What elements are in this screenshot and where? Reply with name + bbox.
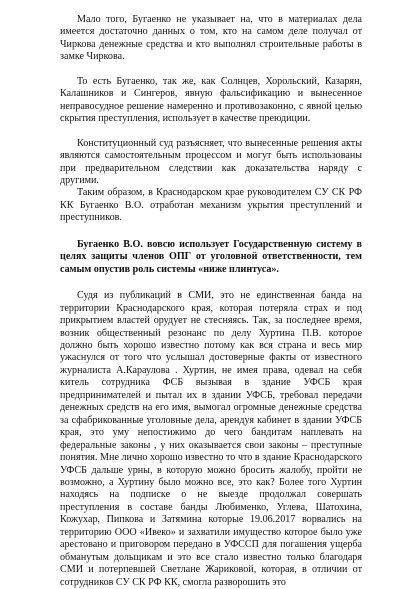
paragraph-constitutional-court: Конституционный суд разъясняет, что вынесенные решения акты являются самостоятельным процессом и могут быть использованы при предварительном следствии как доказательства наряду с другими. [60, 137, 362, 186]
paragraph-mikhail-evidence: Мало того, Бугаенко не указывает на, что в материалах дела имеется достаточно данных о том, кто на самом деле получал от Чиркова денежные средства и кто выполнял строительные работы в замке Чиркова. [60, 14, 362, 63]
paragraph-bold-statement: Бугаенко В.О. вовсю использует Государственную систему в целях защиты членов ОПГ от уголовной ответственности, тем самым опустив роль системы «ниже плинтуса». [60, 238, 362, 275]
paragraph-khurtin-case: Судя из публикаций в СМИ, это не единственная банда на территории Краснодарского края, которая потеряла страх и под прикрытием властей орудует не стесняясь. Так, за последнее время, возник общественный резонанс по делу Хуртина П.В. которое должно быть хорошо известно потому как вся страна и весь мир ужаснулся от того что услышал достоверные факты от известного журналиста А.Караулова . Хуртин, не имея права, одевал на себя китель сотрудника ФСБ вызывая в здание УФСБ края предпринимателей и пытал их в здании УФСБ, требовал передачи денежных средств на его имя, вымогал огромные денежные средства за сфабрикованные уголовные дела, арендуя кабинет в здании УФСБ края, это уму непостижимо до чего бандитам наплевать на федеральные законы , у них оказывается свои законы – преступные понятия. Мне лично хорошо известно то что в здание Краснодарского УФСБ дальше урны, в которую можно бросить жалобу, пройти не возможно, а Хуртину было можно все, это как? Более того Хуртин находясь на подписке о не выезде продолжал совершать преступления в составе банды Любименко, Углева, Шатохина, Кожухар, Пипкова и Затямина которые 19.06.2017 ворвались на территорию ООО «Ивеко» и захватили имущество которое было уже арестовано и приговором передано в УФССП для погашения ущерба обманутым дольщикам и это все стало известно только благодаря СМИ и потерпевшей Светлане Жариковой, которая, в отличии от сотрудников СУ СК РФ КК, смогла разворошить это [60, 290, 362, 588]
paragraph-conclusion: Таким образом, в Краснодарском крае руководителем СУ СК РФ КК Бугаенко В.О. отработан механизм укрытия преступлений и преступников. [60, 187, 362, 224]
paragraph-gap [60, 126, 362, 138]
paragraph-gap [60, 64, 362, 76]
paragraph-prejudice: То есть Бугаенко, так же, как Солнцев, Хорольский, Казарян, Калашников и Сингеров, явную фальсификацию и вынесенное неправосудное решение намеренно и противозаконно, с явной целью скрытия преступления, использует в качестве преюдиции. [60, 75, 362, 125]
paragraph-gap [60, 225, 362, 239]
paragraph-gap [60, 276, 362, 290]
